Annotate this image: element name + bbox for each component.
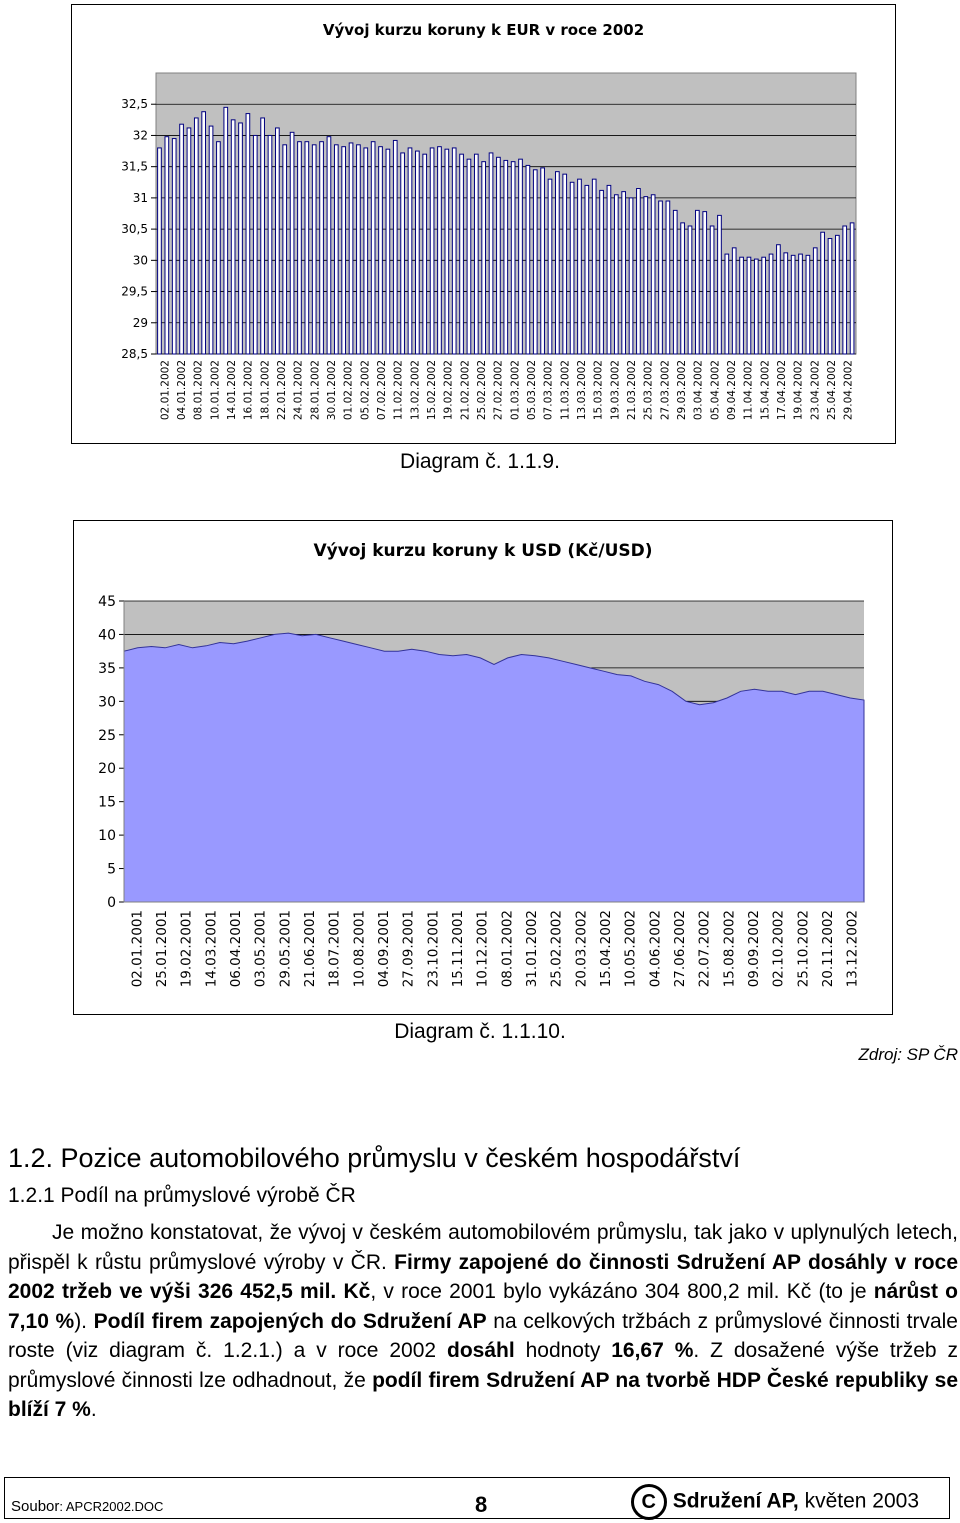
chart2-y-tick-label: 40 xyxy=(98,627,116,644)
chart1-x-tick-label: 21.02.2002 xyxy=(459,360,472,421)
para-text-2: Firmy zapojené do činnosti Sdružení AP dosáhly v roce 2002 tržeb ve výši 326 452,5 mil. Kč xyxy=(8,1250,958,1303)
chart1-bar xyxy=(732,248,736,354)
chart1-bar xyxy=(526,165,530,354)
chart1-bar xyxy=(614,195,618,354)
chart1-x-tick-label: 29.03.2002 xyxy=(676,360,688,421)
chart1-y-tick-label: 32 xyxy=(132,128,148,143)
chart1-bar xyxy=(666,201,670,354)
chart1-bar xyxy=(585,185,589,354)
chart2-frame xyxy=(73,520,893,1015)
chart2-x-tick-label: 02.10.2002 xyxy=(770,910,787,988)
chart2-x-tick-label: 10.12.2001 xyxy=(474,910,491,988)
para-text-4: nárůst o 7,10 % xyxy=(8,1280,958,1333)
chart1-y-tick-label: 30,5 xyxy=(121,222,148,237)
chart1-bar xyxy=(681,223,685,354)
footer-org-name: Sdružení AP, xyxy=(672,1489,799,1513)
chart1-bar xyxy=(231,120,235,354)
chart1-bar xyxy=(754,259,758,354)
chart2-x-tick-label: 18.07.2001 xyxy=(326,910,343,988)
chart1-bar xyxy=(629,198,633,354)
chart1-bar xyxy=(813,248,817,354)
chart2-x-tick-label: 25.02.2002 xyxy=(548,910,565,988)
chart2-x-tick-label: 08.01.2002 xyxy=(499,910,516,988)
chart1-y-tick-label: 29,5 xyxy=(121,284,148,299)
chart1-bar xyxy=(541,168,545,354)
body-paragraph xyxy=(8,1218,958,1425)
chart1-bar xyxy=(158,148,162,354)
chart1-bar xyxy=(393,140,397,354)
chart1-bar xyxy=(600,190,604,354)
chart2-x-tick-label: 15.11.2001 xyxy=(450,910,466,988)
chart1-x-tick-label: 13.03.2002 xyxy=(576,360,588,421)
chart1-bar xyxy=(696,210,700,354)
chart2-y-tick-label: 10 xyxy=(98,828,116,845)
copyright-icon: C xyxy=(631,1484,667,1520)
chart1-bar xyxy=(283,145,287,354)
chart1-bar xyxy=(217,142,221,354)
chart2-x-tick-label: 27.09.2001 xyxy=(400,910,417,988)
chart1-bar xyxy=(651,195,655,354)
chart2-x-tick-label: 13.12.2002 xyxy=(844,910,861,988)
chart1-bar xyxy=(673,210,677,354)
chart2-x-tick-label: 29.05.2001 xyxy=(277,910,294,988)
chart1-bar xyxy=(784,253,788,354)
chart1-y-tick-label: 28,5 xyxy=(121,347,148,361)
chart2-x-tick-label: 21.06.2001 xyxy=(302,910,318,988)
chart1-x-tick-label: 05.02.2002 xyxy=(359,360,372,421)
para-text-9: hodnoty xyxy=(514,1339,612,1362)
chart1-x-tick-label: 10.01.2002 xyxy=(209,360,222,421)
chart1-x-tick-label: 03.04.2002 xyxy=(692,360,705,421)
chart1-bar xyxy=(806,255,810,354)
para-text-10: 16,67 % xyxy=(611,1339,694,1362)
chart1-bar xyxy=(423,154,427,354)
chart2-title: Vývoj kurzu koruny k USD (Kč/USD) xyxy=(313,541,653,561)
footer-file xyxy=(11,1498,163,1515)
chart1-y-tick-label: 32,5 xyxy=(121,97,148,112)
chart2-x-tick-label: 20.03.2002 xyxy=(573,910,590,988)
chart2-x-tick-label: 03.05.2001 xyxy=(252,910,269,988)
chart1-x-tick-label: 13.02.2002 xyxy=(409,360,422,421)
chart1-bar xyxy=(327,137,331,354)
chart2-x-tick-label: 22.07.2002 xyxy=(696,910,713,988)
chart1-bar xyxy=(408,148,412,354)
chart2-x-tick-label: 09.09.2002 xyxy=(746,910,762,988)
para-text-12: podíl firem Sdružení AP na tvorbě HDP České republiky se blíží 7 % xyxy=(8,1368,958,1421)
chart1-x-tick-label: 24.01.2002 xyxy=(292,360,305,421)
chart1-bar xyxy=(202,112,206,354)
footer-date: květen 2003 xyxy=(798,1489,919,1513)
chart1-y-tick-label: 29 xyxy=(132,315,148,330)
para-text-3: , v roce 2001 bylo vykázáno 304 800,2 mil. Kč (to je xyxy=(370,1280,874,1303)
chart2-x-tick-label: 27.06.2002 xyxy=(672,910,688,988)
chart1-bar xyxy=(836,235,840,354)
chart2-x-tick-label: 25.10.2002 xyxy=(795,910,812,988)
chart2-y-tick-label: 20 xyxy=(98,761,116,778)
chart1-bar xyxy=(482,162,486,354)
chart2-x-tick-label: 10.08.2001 xyxy=(351,910,368,988)
chart1-bar xyxy=(777,245,781,354)
chart2-x-tick-label: 02.01.2001 xyxy=(129,910,146,988)
chart1-bar xyxy=(622,192,626,354)
chart1-bar xyxy=(474,154,478,354)
chart1-bar xyxy=(349,143,353,354)
chart1-bar xyxy=(718,215,722,354)
chart1-x-tick-label: 11.04.2002 xyxy=(742,360,755,421)
chart1-x-tick-label: 01.03.2002 xyxy=(509,360,522,421)
chart1-x-tick-label: 18.01.2002 xyxy=(259,360,272,421)
chart1-bar xyxy=(246,114,250,354)
page-number: 8 xyxy=(475,1492,488,1517)
chart1-bar xyxy=(305,142,309,354)
chart1-bar xyxy=(497,157,501,354)
chart1-bar xyxy=(592,179,596,354)
chart1-x-tick-label: 21.03.2002 xyxy=(626,360,638,421)
chart1-x-tick-label: 11.03.2002 xyxy=(559,360,572,421)
chart1-x-tick-label: 11.02.2002 xyxy=(392,360,405,421)
chart2-y-tick-label: 45 xyxy=(98,594,116,610)
chart1-bar xyxy=(489,153,493,354)
chart1-bar xyxy=(261,118,265,354)
chart1-bar xyxy=(710,226,714,354)
chart1-x-tick-label: 28.01.2002 xyxy=(309,360,322,421)
chart1-bar xyxy=(438,147,442,354)
chart2-x-tick-label: 19.02.2001 xyxy=(178,910,195,988)
chart1-x-tick-label: 09.04.2002 xyxy=(726,360,738,421)
chart1-plot xyxy=(72,5,897,445)
chart1-bar xyxy=(445,149,449,354)
chart1-bar xyxy=(224,107,228,354)
chart2-x-tick-label: 04.06.2002 xyxy=(647,910,664,988)
chart1-bar xyxy=(828,238,832,354)
chart1-bar xyxy=(312,145,316,354)
footer-org xyxy=(631,1484,919,1520)
chart1-x-tick-label: 16.01.2002 xyxy=(242,360,255,421)
chart1-bar xyxy=(578,179,582,354)
chart1-bar xyxy=(791,255,795,354)
chart1-x-tick-label: 17.04.2002 xyxy=(776,360,788,421)
chart1-bar xyxy=(769,254,773,354)
chart1-bar xyxy=(703,212,707,354)
chart2-y-tick-label: 30 xyxy=(98,694,116,711)
chart1-bar xyxy=(165,137,169,354)
chart1-bar xyxy=(268,135,272,354)
chart1-x-tick-label: 02.01.2002 xyxy=(159,360,172,421)
page-footer xyxy=(4,1477,950,1519)
chart1-bar xyxy=(570,182,574,354)
chart1-bar xyxy=(519,159,523,354)
para-text-5: ). xyxy=(74,1309,94,1333)
chart1-x-tick-label: 25.03.2002 xyxy=(642,360,655,421)
chart1-x-tick-label: 19.02.2002 xyxy=(442,360,455,421)
chart1-x-tick-label: 19.03.2002 xyxy=(609,360,622,421)
chart1-bar xyxy=(688,226,692,354)
chart2-y-tick-label: 5 xyxy=(107,861,116,878)
chart2-x-tick-label: 31.01.2002 xyxy=(524,910,540,988)
chart1-x-tick-label: 14.01.2002 xyxy=(226,360,238,421)
chart1-x-tick-label: 15.03.2002 xyxy=(592,360,605,421)
chart1-bar xyxy=(290,132,294,354)
chart1-bar xyxy=(180,124,184,354)
chart1-bar xyxy=(342,147,346,354)
chart1-bar xyxy=(401,153,405,354)
chart1-x-tick-label: 07.02.2002 xyxy=(376,360,388,421)
chart1-bar xyxy=(504,160,508,354)
chart1-x-tick-label: 23.04.2002 xyxy=(809,360,822,421)
chart1-bar xyxy=(644,197,648,354)
para-text-8: dosáhl xyxy=(447,1339,515,1362)
chart1-title: Vývoj kurzu koruny k EUR v roce 2002 xyxy=(322,21,645,39)
section-heading: 1.2. Pozice automobilového průmyslu v českém hospodářství xyxy=(8,1143,741,1173)
chart2-x-tick-label: 23.10.2001 xyxy=(425,910,442,988)
chart1-bar xyxy=(725,254,729,354)
chart1-bar xyxy=(253,135,257,354)
chart2-x-tick-label: 25.01.2001 xyxy=(154,910,170,988)
source-note: Zdroj: SP ČR xyxy=(858,1045,958,1064)
chart1-frame xyxy=(71,4,896,444)
chart1-bar xyxy=(762,257,766,354)
chart1-caption: Diagram č. 1.1.9. xyxy=(400,450,560,473)
chart1-bar xyxy=(659,201,663,354)
subsection-heading: 1.2.1 Podíl na průmyslové výrobě ČR xyxy=(8,1184,356,1207)
chart2-x-tick-label: 14.03.2001 xyxy=(203,910,220,988)
chart1-bar xyxy=(430,148,434,354)
chart1-x-tick-label: 15.02.2002 xyxy=(426,360,438,421)
chart1-x-tick-label: 27.02.2002 xyxy=(492,360,505,421)
chart1-x-tick-label: 29.04.2002 xyxy=(842,360,855,421)
chart1-y-tick-label: 30 xyxy=(132,253,148,268)
chart1-bar xyxy=(799,254,803,354)
chart1-bar xyxy=(637,189,641,354)
chart1-bar xyxy=(172,139,176,354)
chart1-bar xyxy=(386,149,390,354)
chart1-x-tick-label: 08.01.2002 xyxy=(192,360,205,421)
chart2-x-tick-label: 15.08.2002 xyxy=(721,910,738,988)
chart1-bar xyxy=(364,148,368,354)
chart1-x-tick-label: 04.01.2002 xyxy=(176,360,188,421)
para-text-13: . xyxy=(90,1398,97,1421)
chart1-x-tick-label: 25.02.2002 xyxy=(476,360,488,421)
chart1-bar xyxy=(452,148,456,354)
para-text-1: Je možno konstatovat, že vývoj v českém automobilovém průmyslu, tak jako v uplynulých letech, přispěl k růstu průmyslové výroby v ČR. xyxy=(8,1221,958,1274)
chart1-bar xyxy=(843,226,847,354)
para-text-6: Podíl firem zapojených do Sdružení AP xyxy=(93,1309,487,1333)
chart1-bar xyxy=(276,128,280,354)
footer-file-label: Soubor xyxy=(11,1498,60,1515)
chart1-y-tick-label: 31,5 xyxy=(121,159,148,174)
chart1-bar xyxy=(467,159,471,354)
footer-file-name: : APCR2002.DOC xyxy=(59,1499,164,1514)
chart1-bar xyxy=(548,179,552,354)
chart1-x-tick-label: 05.04.2002 xyxy=(709,360,722,421)
chart1-bar xyxy=(821,232,825,354)
chart2-x-tick-label: 10.05.2002 xyxy=(622,910,639,988)
chart1-bar xyxy=(209,126,213,354)
chart1-x-tick-label: 01.02.2002 xyxy=(342,360,355,421)
chart2-y-tick-label: 0 xyxy=(107,895,116,911)
chart1-bar xyxy=(850,223,854,354)
chart1-bar xyxy=(187,128,191,354)
chart2-y-tick-label: 35 xyxy=(98,660,116,677)
chart1-bar xyxy=(533,170,537,354)
chart1-bar xyxy=(563,174,567,354)
chart1-bar xyxy=(334,145,338,354)
chart1-bar xyxy=(320,142,324,354)
chart1-bar xyxy=(511,162,515,354)
chart1-bar xyxy=(371,142,375,354)
chart1-x-tick-label: 05.03.2002 xyxy=(526,360,538,421)
para-text-11: . Z dosažené výše tržeb z průmyslové činnosti lze odhadnout, že xyxy=(8,1339,959,1392)
chart2-y-tick-label: 15 xyxy=(98,794,116,811)
chart1-bar xyxy=(357,145,361,354)
chart1-x-tick-label: 25.04.2002 xyxy=(826,360,838,421)
chart1-x-tick-label: 22.01.2002 xyxy=(276,360,288,421)
chart2-plot xyxy=(74,521,894,1016)
chart1-bar xyxy=(747,257,751,354)
chart1-x-tick-label: 19.04.2002 xyxy=(792,360,805,421)
chart1-bar xyxy=(460,154,464,354)
chart2-x-tick-label: 04.09.2001 xyxy=(376,910,392,988)
chart2-y-tick-label: 25 xyxy=(98,727,116,744)
chart1-bar xyxy=(416,151,420,354)
chart2-x-tick-label: 20.11.2002 xyxy=(820,910,836,988)
chart1-bar xyxy=(556,172,560,354)
chart1-x-tick-label: 30.01.2002 xyxy=(326,360,338,421)
chart2-caption: Diagram č. 1.1.10. xyxy=(394,1020,566,1043)
chart1-x-tick-label: 07.03.2002 xyxy=(542,359,555,421)
chart2-x-tick-label: 06.04.2001 xyxy=(228,910,244,988)
chart1-bar xyxy=(740,257,744,354)
chart1-y-tick-label: 31 xyxy=(132,190,148,205)
chart1-bar xyxy=(239,123,243,354)
chart1-x-tick-label: 15.04.2002 xyxy=(759,360,772,421)
chart1-bar xyxy=(607,185,611,354)
chart1-bar xyxy=(298,142,302,354)
para-text-7: na celkových tržbách z průmyslové činnosti trvale roste (viz diagram č. 1.2.1.) a v roce 2002 xyxy=(8,1309,958,1362)
chart1-bar xyxy=(379,147,383,354)
chart1-x-tick-label: 27.03.2002 xyxy=(659,360,672,421)
chart1-bar xyxy=(194,118,198,354)
chart2-x-tick-label: 15.04.2002 xyxy=(598,910,614,988)
